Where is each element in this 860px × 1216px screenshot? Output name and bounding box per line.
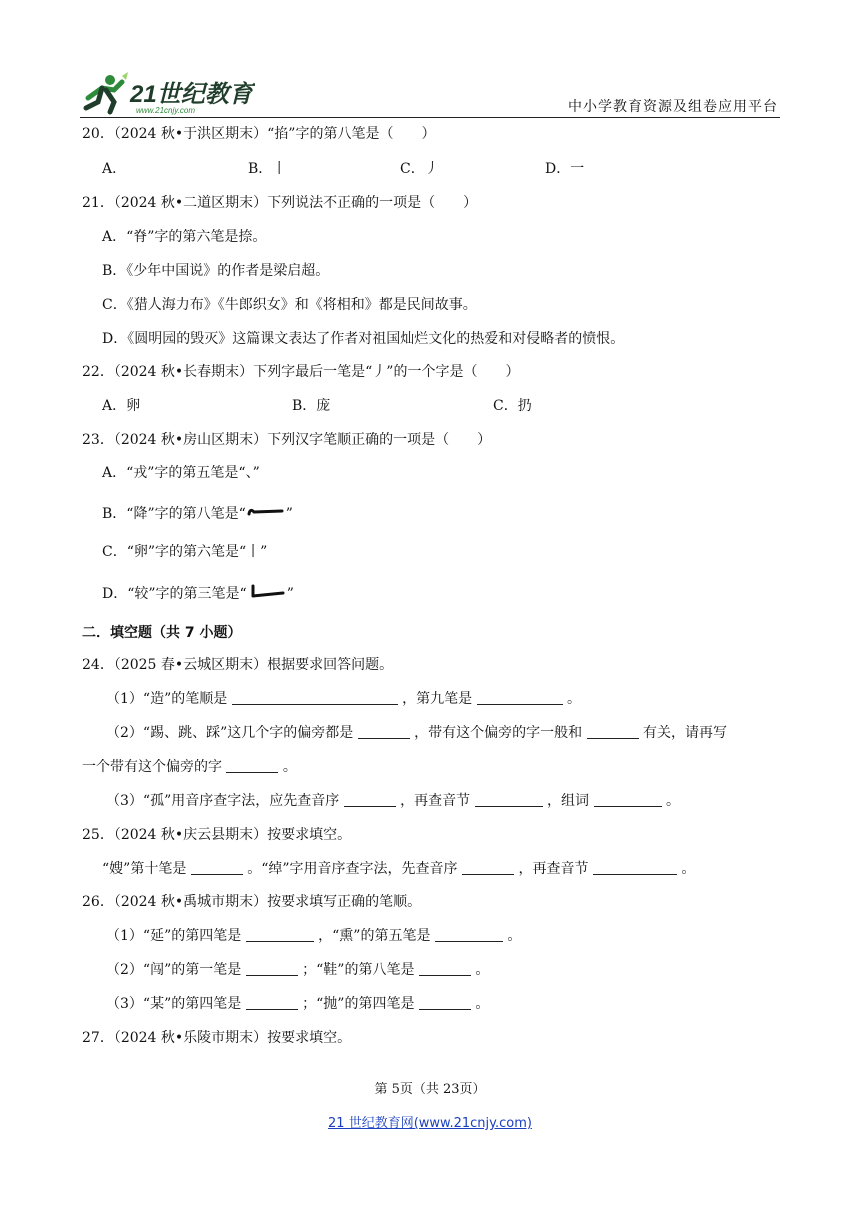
page-number: 第 5页（共 23页） (374, 1082, 486, 1097)
q24-part2-end: 。 (282, 759, 297, 775)
q26-part3 (106, 994, 489, 1014)
q23-option-d-close: ” (286, 586, 294, 602)
q24-part3-text3: ，组词 (547, 793, 590, 809)
platform-name: 中小学教育资源及组卷应用平台 (568, 99, 778, 115)
heng-stroke-icon (246, 504, 286, 520)
q25-text2: 。“绰”字用音序查字法，先查音序 (247, 861, 458, 877)
q24-part2 (106, 723, 727, 743)
q23-option-c: C．“卵”字的第六笔是“丨” (102, 544, 268, 560)
q20-option-a: A． (102, 161, 127, 177)
q26-part2-text2: ；“鞋”的第八笔是 (302, 962, 415, 978)
q26-part2 (106, 960, 489, 980)
q25-blank-initial[interactable] (462, 860, 514, 875)
q24-blank-stroke-order[interactable] (232, 690, 398, 705)
q25-stem: 25．（2024 秋•庆云县期末）按要求填空。 (82, 827, 352, 843)
q26-part3-end: 。 (475, 996, 490, 1012)
q24-part1-end: 。 (567, 691, 582, 707)
q26-part2-end: 。 (475, 962, 490, 978)
q24-part2-text: （2）“踢、跳、踩”这几个字的偏旁都是 (106, 725, 354, 741)
q23-option-a: A．“戎”字的第五笔是“、” (102, 465, 260, 481)
q24-blank-radical[interactable] (358, 724, 410, 739)
q26-blank-pao[interactable] (419, 995, 471, 1010)
q25-text3: ，再查音节 (518, 861, 589, 877)
q23-option-d (102, 584, 294, 604)
section-heading: 二．填空题（共 7 小题） (82, 625, 242, 641)
q24-part1-text: （1）“造”的笔顺是 (106, 691, 228, 707)
q22-option-a: A．卵 (102, 398, 141, 414)
q24-blank-syllable[interactable] (475, 792, 543, 807)
q26-blank-xie[interactable] (419, 961, 471, 976)
shu-ti-stroke-icon (247, 584, 287, 600)
q24-part2-text3: 有关，请再写 (643, 725, 728, 741)
q20-option-d: D．一 (545, 161, 585, 177)
q26-part1 (106, 926, 521, 946)
q25-blank-syllable[interactable] (593, 860, 677, 875)
logo-url: www.21cnjy.com (136, 106, 195, 115)
q26-blank-chuang[interactable] (246, 961, 298, 976)
site-link[interactable]: 21 世纪教育网(www.21cnjy.com) (328, 1116, 532, 1131)
q26-part1-text2: ，“熏”的第五笔是 (318, 928, 431, 944)
q21-option-b: B．《少年中国说》的作者是梁启超。 (102, 263, 330, 279)
q24-blank-char[interactable] (226, 758, 278, 773)
q21-stem: 21．（2024 秋•二道区期末）下列说法不正确的一项是（ ） (82, 195, 478, 211)
q26-blank-yan[interactable] (246, 927, 314, 942)
q26-part3-text: （3）“某”的第四笔是 (106, 996, 242, 1012)
q24-blank-ninth-stroke[interactable] (477, 690, 563, 705)
q24-part1 (106, 689, 581, 709)
q22-option-b: B．庞 (292, 398, 331, 414)
q26-blank-mou[interactable] (246, 995, 298, 1010)
q24-part3-end: 。 (665, 793, 680, 809)
q24-part3 (106, 791, 680, 811)
logo-text: 21世纪教育 (130, 81, 253, 108)
q20-stem: 20．（2024 秋•于洪区期末）“掐”字的第八笔是（ ） (82, 126, 436, 142)
q24-stem: 24．（2025 春•云城区期末）根据要求回答问题。 (82, 657, 394, 673)
q23-option-b-close: ” (285, 506, 293, 522)
header-divider (80, 117, 780, 118)
q24-blank-initial[interactable] (344, 792, 396, 807)
q24-part1-text2: ，第九笔是 (402, 691, 473, 707)
q24-part3-text2: ，再查音节 (400, 793, 471, 809)
q25-blank-tenth-stroke[interactable] (191, 860, 243, 875)
runner-logo-icon (80, 68, 255, 116)
q26-blank-xun[interactable] (435, 927, 503, 942)
q23-stem: 23．（2024 秋•房山区期末）下列汉字笔顺正确的一项是（ ） (82, 432, 492, 448)
q26-part3-text2: ；“抛”的第四笔是 (302, 996, 415, 1012)
q24-part2-text4: 一个带有这个偏旁的字 (82, 759, 222, 775)
q21-option-a: A．“脊”字的第六笔是捺。 (102, 229, 267, 245)
q26-part1-end: 。 (507, 928, 522, 944)
q22-stem: 22．（2024 秋•长春期末）下列字最后一笔是“丿”的一个字是（ ） (82, 364, 520, 380)
q20-option-b: B．丨 (248, 161, 287, 177)
q22-option-c: C．扔 (493, 398, 532, 414)
q24-part2-text2: ，带有这个偏旁的字一般和 (414, 725, 583, 741)
q24-part3-text: （3）“孤”用音序查字法，应先查音序 (106, 793, 340, 809)
q21-option-d: D．《圆明园的毁灭》这篇课文表达了作者对祖国灿烂文化的热爱和对侵略者的愤恨。 (102, 331, 625, 347)
q24-blank-word[interactable] (594, 792, 662, 807)
q26-stem: 26．（2024 秋•禹城市期末）按要求填写正确的笔顺。 (82, 894, 422, 910)
site-logo (80, 68, 255, 116)
q26-part2-text: （2）“闯”的第一笔是 (106, 962, 242, 978)
q23-option-d-text: D．“较”字的第三笔是“ (102, 586, 247, 602)
q23-option-b-text: B．“降”字的第八笔是“ (102, 506, 246, 522)
q27-stem: 27．（2024 秋•乐陵市期末）按要求填空。 (82, 1030, 352, 1046)
q23-option-b (102, 504, 293, 524)
q25-end: 。 (681, 861, 696, 877)
q25-line1 (102, 859, 695, 879)
q24-part2-cont (82, 757, 297, 777)
q26-part1-text: （1）“延”的第四笔是 (106, 928, 242, 944)
q21-option-c: C．《猎人海力布》《牛郎织女》和《将相和》都是民间故事。 (102, 297, 477, 313)
q24-blank-related[interactable] (587, 724, 639, 739)
q25-text: “嫂”第十笔是 (102, 861, 187, 877)
q20-option-c: C．丿 (400, 161, 439, 177)
